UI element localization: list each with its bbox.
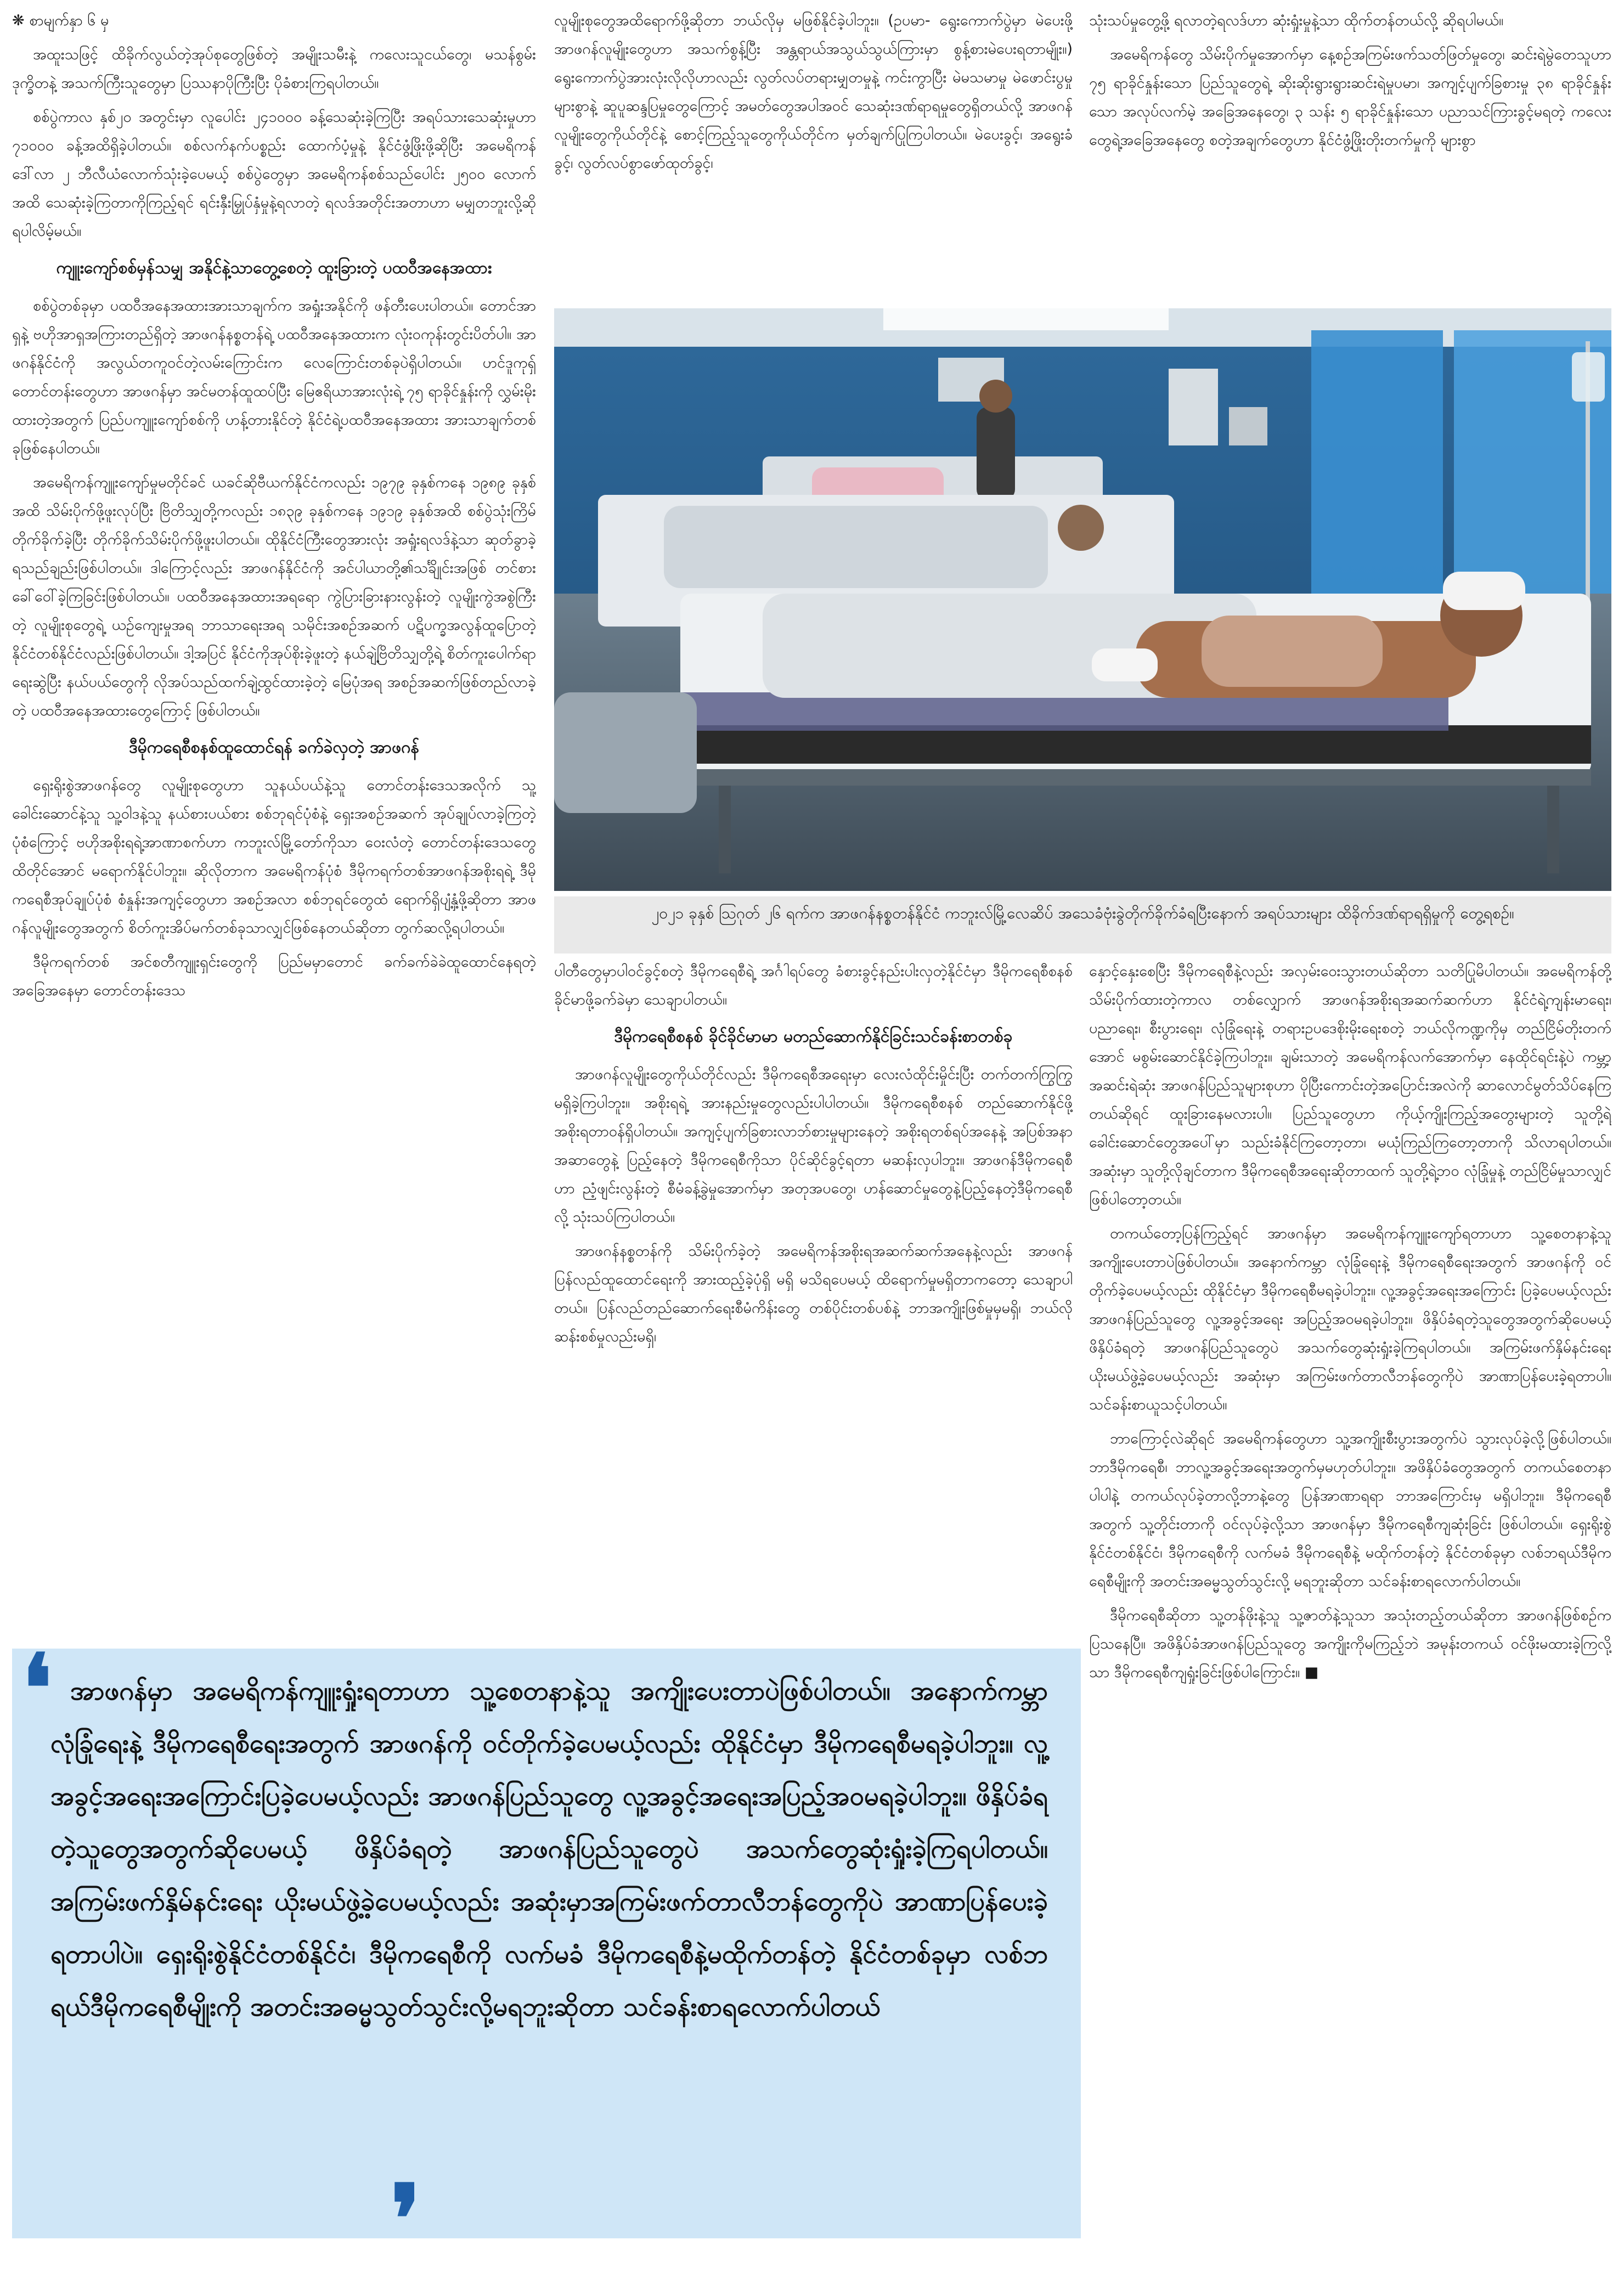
body-paragraph: ဒီမိုကရက်တစ် အင်စတီကျူးရှင်းတွေကို ပြည်မမှာတောင် ခက်ခက်ခဲခဲထူထောင်နေရတဲ့အခြေအနေမှာ တောင်တန်းဒေသ [12,953,536,999]
body-paragraph: တကယ်တော့ပြန်ကြည့်ရင် အာဖဂန်မှာ အမေရိကန်ကျူးကျော်ရတာဟာ သူ့စေတနာနဲ့သူ အကျိုးပေးတာပဲဖြစ်ပါတယ်။ အနောက်ကမ္ဘာ လုံခြုံရေးနဲ့ ဒီမိုကရေစီရေးအတွက် အာဖဂန်ကို ဝင်တိုက်ခဲ့ပေမယ့်လည်း ထိုနိုင်ငံမှာ ဒီမိုကရေစီမရခဲ့ပါဘူး။ လူ့အခွင့်အရေးအကြောင်း ပြခဲ့ပေမယ့်လည်း အာဖဂန်ပြည်သူတွေ လူ့အခွင့်အရေး အပြည့်အဝမရခဲ့ပါဘူး။ ဖိနှိပ်ခံရတဲ့သူတွေအတွက်ဆိုပေမယ့် ဖိနှိပ်ခံရတဲ့ အာဖဂန်ပြည်သူတွေပဲ အသက်တွေဆုံးရှုံးခဲ့ကြရပါတယ်။ အကြမ်းဖက်နှိမ်နင်းရေး ယိုးမယ်ဖွဲ့ခဲ့ပေမယ့်လည်း အဆုံးမှာ အကြမ်းဖက်တာလီဘန်တွေကိုပဲ အာဏာပြန်ပေးခဲ့ရတာပါ။ သင်ခန်းစာယူသင့်ပါတယ်။ [1089,1225,1611,1413]
news-photo-hospital-ward [554,308,1611,891]
body-paragraph: လူမျိုးစုတွေအထိရောက်ဖို့ဆိုတာ ဘယ်လိုမှ မဖြစ်နိုင်ခဲ့ပါဘူး။ (ဥပမာ- ရွေးကောက်ပွဲမှာ မဲပေးဖို့ အာဖဂန်လူမျိုးတွေဟာ အသက်စွန့်ပြီး အန္တရာယ်အသွယ်သွယ်ကြားမှာ စွန့်စားမဲပေးရတာမျိုး။) ရွေးကောက်ပွဲအားလုံးလိုလိုဟာလည်း လွတ်လပ်တရားမျှတမှုနဲ့ ကင်းကွာပြီး မဲမသမာမှု မဲဖောင်းပွမှုများစွာနဲ့ ဆူပူဆန္ဒပြမှုတွေကြောင့် အမတ်တွေအပါအဝင် သေဆုံးဒဏ်ရာရမှုတွေရှိတယ်လို့ အာဖဂန်လူမျိုးတွေကိုယ်တိုင်နဲ့ စောင့်ကြည့်သူတွေကိုယ်တိုင်က မှတ်ချက်ပြုကြပါတယ်။ မဲပေးခွင့်၊ အရွေးခံခွင့်၊ လွတ်လပ်စွာဖော်ထုတ်ခွင့်၊ [554,12,1073,172]
body-paragraph: ဒီမိုကရေစီဆိုတာ သူ့တန်ဖိုးနဲ့သူ သူ့ဇာတ်နဲ့သူသာ အသုံးတည့်တယ်ဆိုတာ အာဖဂန်ဖြစ်စဉ်က ပြသနေပြီ။ အဖိနှိပ်ခံအာဖဂန်ပြည်သူတွေ အကျိုးကိုမကြည့်ဘဲ အမုန်းတကယ် ဝင်ဖိုးမထားခဲ့ကြလို့သာ ဒီမိုကရေစီကျရှုံးခြင်းဖြစ်ပါကြောင်း။ ■ [1089,1607,1611,1681]
body-paragraph: အာဖဂန်လူမျိုးတွေကိုယ်တိုင်လည်း ဒီမိုကရေစီအရေးမှာ လေးလံထိုင်းမှိုင်းပြီး တက်တက်ကြွကြွ မရှိခဲ့ကြပါဘူး။ အစိုးရရဲ့ အားနည်းမှုတွေလည်းပါပါတယ်။ ဒီမိုကရေစီစနစ် တည်ဆောက်နိုင်ဖို့ အစိုးရတာဝန်ရှိပါတယ်။ အကျင့်ပျက်ခြစားလာဘ်စားမှုများနေတဲ့ အစိုးရတစ်ရပ်အနေနဲ့ အပြစ်အနာအဆာတွေနဲ့ ပြည့်နေတဲ့ ဒီမိုကရေစီကိုသာ ပိုင်ဆိုင်ခွင့်ရတာ မဆန်းလှပါဘူး။ အာဖဂန်ဒီမိုကရေစီဟာ ညံ့ဖျင်းလွန်းတဲ့ စီမံခန့်ခွဲမှုအောက်မှာ အတုအပတွေ၊ ဟန်ဆောင်မှုတွေနဲ့ပြည့်နေတဲ့ဒီမိုကရေစီလို့ သုံးသပ်ကြပါတယ်။ [554,1066,1073,1226]
article-column-3-top [1089,7,1611,303]
subheading: ဒီမိုကရေစီစနစ် ခိုင်ခိုင်မာမာ မတည်ဆောက်နိုင်ခြင်းသင်ခန်းစာတစ်ခု [614,1027,1013,1046]
body-paragraph: အာဖဂန်နစ္စတန်ကို သိမ်းပိုက်ခဲ့တဲ့ အမေရိကန်အစိုးရအဆက်ဆက်အနေနဲ့လည်း အာဖဂန်ပြန်လည်ထူထောင်ရေးကို အားထည့်ခဲ့ပုံရှိ မရှိ မသိရပေမယ့် ထိရောက်မှုမရှိတာကတော့ သေချာပါတယ်။ ပြန်လည်တည်ဆောက်ရေးစီမံကိန်းတွေ တစ်ပိုင်းတစ်ပစ်နဲ့ ဘာအကျိုးဖြစ်မှုမှမရှိ၊ ဘယ်လိုဆန်းစစ်မှုလည်းမရှိ၊ [554,1243,1073,1345]
body-paragraph: အမေရိကန်တွေ သိမ်းပိုက်မှုအောက်မှာ နေ့စဉ်အကြမ်းဖက်သတ်ဖြတ်မှုတွေ၊ ဆင်းရဲမွဲတေသူဟာ ၇၅ ရာခိုင်နှုန်းသော ပြည်သူတွေရဲ့ ဆိုးဆိုးရွားရွားဆင်းရဲမှုပမာ၊ အကျင့်ပျက်ခြစားမှု ၃၈ ရာခိုင်နှုန်းသော အလုပ်လက်မဲ့ အခြေအနေတွေ၊ ၃ သန်း ၅ ရာခိုင်နှုန်းသော ပညာသင်ကြားခွင့်မရတဲ့ ကလေးတွေရဲ့အခြေအနေတွေ စတဲ့အချက်တွေဟာ နိုင်ငံဖွံ့ဖြိုးတိုးတက်မှုကို များစွာ [1089,46,1611,149]
article-column-2-top [554,7,1073,303]
article-column-3-bottom [1089,957,1611,2236]
close-quote-icon: ❜ [391,2164,421,2274]
body-paragraph: ပါတီတွေမှာပါဝင်ခွင့်စတဲ့ ဒီမိုကရေစီရဲ့ အင်္ဂါရပ်တွေ ခံစားခွင့်နည်းပါးလှတဲ့နိုင်ငံမှာ ဒီမိုကရေစီစနစ်ခိုင်မာဖို့ခက်ခဲမှာ သေချာပါတယ်။ [554,963,1073,1008]
body-paragraph: နှောင့်နှေးစေပြီး ဒီမိုကရေစီနဲ့လည်း အလှမ်းဝေးသွားတယ်ဆိုတာ သတိပြုမိပါတယ်။ အမေရိကန်တို့ သိမ်းပိုက်ထားတဲ့ကာလ တစ်လျှောက် အာဖဂန်အစိုးရအဆက်ဆက်ဟာ နိုင်ငံရဲ့ကျန်းမာရေး၊ ပညာရေး၊ စီးပွားရေး၊ လုံခြုံရေးနဲ့ တရားဥပဒေစိုးမိုးရေးစတဲ့ ဘယ်လိုကဏ္ဍကိုမှ တည်ငြိမ်တိုးတက်အောင် မစွမ်းဆောင်နိုင်ခဲ့ကြပါဘူး။ ချမ်းသာတဲ့ အမေရိကန်လက်အောက်မှာ နေထိုင်ရင်းနဲ့ပဲ ကမ္ဘာ့အဆင်းရဲဆုံး အာဖဂန်ပြည်သူများစုဟာ ပိုပြီးကောင်းတဲ့အပြောင်းအလဲကို ဆာလောင်မွတ်သိပ်နေကြတယ်ဆိုရင် ထူးခြားနေမလားပါ။ ပြည်သူတွေဟာ ကိုယ့်ကျိုးကြည့်အတွေးများတဲ့ သူတို့ရဲ့ ခေါင်းဆောင်တွေအပေါ်မှာ သည်းခံနိုင်ကြတော့တာ၊ မယုံကြည်ကြတော့တာကို သိလာရပါတယ်။ အဆုံးမှာ သူတို့လိုချင်တာက ဒီမိုကရေစီအရေးဆိုတာထက် သူတို့ရဲ့ဘဝ လုံခြုံမှုနဲ့ တည်ငြိမ်မှုသာလျှင် ဖြစ်ပါတော့တယ်။ [1089,963,1611,1208]
photo-caption: ၂၀၂၁ ခုနှစ် ဩဂုတ် ၂၆ ရက်က အာဖဂန်နစ္စတန်နိုင်ငံ ကဘူးလ်မြို့လေဆိပ် အသေခံဗုံးခွဲတိုက်ခိုက်ခံရပြီးနောက် အရပ်သားများ ထိခိုက်ဒဏ်ရာရရှိမှုကို တွေ့ရစဉ်။ [554,896,1611,953]
body-paragraph: စစ်ပွဲကာလ နှစ်၂၀ အတွင်းမှာ လူပေါင်း ၂၄၁၀၀၀ ခန့်သေဆုံးခဲ့ကြပြီး အရပ်သားသေဆုံးမှုဟာ ၇၁၀၀၀ ခန့်အထိရှိခဲ့ပါတယ်။ စစ်လက်နက်ပစ္စည်း ထောက်ပံ့မှုနဲ့ နိုင်ငံဖွံ့ဖြိုးဖို့ဆိုပြီး အမေရိကန်ဒေါ်လာ ၂ ဘီလီယံလောက်သုံးခဲ့ပေမယ့် စစ်ပွဲတွေမှာ အမေရိကန်စစ်သည်ပေါင်း ၂၅၀၀ လောက်အထိ သေဆုံးခဲ့ကြတာကိုကြည့်ရင် ရင်းနှီးမြှုပ်နှံမှုနဲ့ရလာတဲ့ ရလဒ်အတိုင်းအတာဟာ မမျှတဘူးလို့ဆိုရပါလိမ့်မယ်။ [12,109,536,240]
article-column-1 [12,7,536,1630]
body-paragraph: သုံးသပ်မှုတွေ့ဖို့ ရလာတဲ့ရလဒ်ဟာ ဆုံးရှုံးမှုနဲ့သာ ထိုက်တန်တယ်လို့ ဆိုရပါမယ်။ [1089,12,1504,29]
body-paragraph: စစ်ပွဲတစ်ခုမှာ ပထဝီအနေအထားအားသာချက်က အရှုံးအနိုင်ကို ဖန်တီးပေးပါတယ်။ တောင်အာရှနဲ့ ဗဟိုအာရှအကြားတည်ရှိတဲ့ အာဖဂန်နစ္စတန်ရဲ့ ပထဝီအနေအထားက လုံးဝကုန်းတွင်းပိတ်ပါ။ အာဖဂန်နိုင်ငံကို အလွယ်တကူဝင်တဲ့လမ်းကြောင်းက လေကြောင်းတစ်ခုပဲရှိပါတယ်။ ဟင်ဒူကုရှ်တောင်တန်းတွေဟာ အာဖဂန်မှာ အင်မတန်ထူထပ်ပြီး မြေဧရိယာအားလုံးရဲ့ ၇၅ ရာခိုင်နှုန်းကို လွှမ်းမိုးထားတဲ့အတွက် ပြည်ပကျူးကျော်စစ်ကို ဟန့်တားနိုင်တဲ့ နိုင်ငံရဲ့ပထဝီအနေအထား အားသာချက်တစ်ခုဖြစ်နေပါတယ်။ [12,297,536,457]
pull-quote-text: အာဖဂန်မှာ အမေရိကန်ကျူးရှုံးရတာဟာ သူ့စေတနာနဲ့သူ အကျိုးပေးတာပဲဖြစ်ပါတယ်။ အနောက်ကမ္ဘာ လုံခြုံရေးနဲ့ ဒီမိုကရေစီရေးအတွက် အာဖဂန်ကို ဝင်တိုက်ခဲ့ပေမယ့်လည်း ထိုနိုင်ငံမှာ ဒီမိုကရေစီမရခဲ့ပါဘူး။ လူ့အခွင့်အရေးအကြောင်းပြခဲ့ပေမယ့်လည်း အာဖဂန်ပြည်သူတွေ လူ့အခွင့်အရေးအပြည့်အဝမရခဲ့ပါဘူး။ ဖိနှိပ်ခံရတဲ့သူတွေအတွက်ဆိုပေမယ့် ဖိနှိပ်ခံရတဲ့ အာဖဂန်ပြည်သူတွေပဲ အသက်တွေဆုံးရှုံးခဲ့ကြရပါတယ်။ အကြမ်းဖက်နှိမ်နင်းရေး ယိုးမယ်ဖွဲ့ခဲ့ပေမယ့်လည်း အဆုံးမှာအကြမ်းဖက်တာလီဘန်တွေကိုပဲ အာဏာပြန်ပေးခဲ့ရတာပါပဲ။ ရှေးရိုးစွဲနိုင်ငံတစ်နိုင်ငံ၊ ဒီမိုကရေစီကို လက်မခံ ဒီမိုကရေစီနဲ့မထိုက်တန်တဲ့ နိုင်ငံတစ်ခုမှာ လစ်ဘရယ်ဒီမိုကရေစီမျိုးကို အတင်းအဓမ္မသွတ်သွင်းလို့မရဘူးဆိုတာ သင်ခန်းစာရလောက်ပါတယ် [50,1676,1048,2022]
body-paragraph: ဘာကြောင့်လဲဆိုရင် အမေရိကန်တွေဟာ သူ့အကျိုးစီးပွားအတွက်ပဲ သွားလုပ်ခဲ့လို့ဖြစ်ပါတယ်။ ဘာဒီမိုကရေစီ၊ ဘာလူ့အခွင့်အရေးအတွက်မှမဟုတ်ပါဘူး။ အဖိနှိပ်ခံတွေအတွက် တကယ်စေတနာပါပါနဲ့ တကယ်လုပ်ခဲ့တာလို့ဘာနဲ့တွေ ပြန်အာဏာရရာ ဘာအကြောင်းမှ မရှိပါဘူး။ ဒီမိုကရေစီအတွက် သူ့တိုင်းတာကို ဝင်လုပ်ခဲ့လို့သာ အာဖဂန်မှာ ဒီမိုကရေစီကျဆုံးခြင်း ဖြစ်ပါတယ်။ ရှေးရိုးစွဲနိုင်ငံတစ်နိုင်ငံ၊ ဒီမိုကရေစီကို လက်မခံ ဒီမိုကရေစီနဲ့ မထိုက်တန်တဲ့ နိုင်ငံတစ်ခုမှာ လစ်ဘရယ်ဒီမိုကရေစီမျိုးကို အတင်းအဓမ္မသွတ်သွင်းလို့ မရဘူးဆိုတာ သင်ခန်းစာရလောက်ပါတယ်။ [1089,1430,1611,1590]
pull-quote-box [12,1634,1081,2274]
article-column-2-bottom [554,957,1073,1638]
open-quote-icon: ❛ [22,1634,52,1743]
body-paragraph: အထူးသဖြင့် ထိခိုက်လွယ်တဲ့အုပ်စုတွေဖြစ်တဲ့ အမျိုးသမီးနဲ့ ကလေးသူငယ်တွေ၊ မသန်စွမ်းဒုက္ခိတနဲ့ အသက်ကြီးသူတွေမှာ ပြဿနာပိုကြီးပြီး ပိုခံစားကြရပါတယ်။ [12,46,536,92]
body-paragraph: အမေရိကန်ကျူးကျော်မှုမတိုင်ခင် ယခင်ဆိုဗီယက်နိုင်ငံကလည်း ၁၉၇၉ ခုနှစ်ကနေ ၁၉၈၉ ခုနှစ်အထိ သိမ်းပိုက်ဖို့ဖူးလုပ်ပြီး ဗြိတိသျှတို့ကလည်း ၁၈၃၉ ခုနှစ်ကနေ ၁၉၁၉ ခုနှစ်အထိ စစ်ပွဲသုံးကြိမ်တိုက်ခိုက်ခဲ့ပြီး တိုက်ခိုက်သိမ်းပိုက်ဖို့ဖူးပါတယ်။ ထိုနိုင်ငံကြီးတွေအားလုံး အရှုံးရလဒ်နဲ့သာ ဆုတ်ခွာခဲ့ရသည်ချည်းဖြစ်ပါတယ်။ ဒါကြောင့်လည်း အာဖဂန်နိုင်ငံကို အင်ပါယာတို့၏သင်္ချိုင်းအဖြစ် တင်စားခေါ်ဝေါ်ခဲ့ကြခြင်းဖြစ်ပါတယ်။ ပထဝီအနေအထားအရရော ကွဲပြားခြားနားလွန်းတဲ့ လူမျိုးကွဲအစွဲကြီးတဲ့ လူမျိုးစုတွေရဲ့ ယဉ်ကျေးမှုအရ ဘာသာရေးအရ သမိုင်းအစဉ်အဆက် ပဋိပက္ခအလွန်ထူပြောတဲ့ နိုင်ငံတစ်နိုင်ငံလည်းဖြစ်ပါတယ်။ ဒါ့အပြင် နိုင်ငံကိုအုပ်စိုးခဲ့ဖူးတဲ့ နယ်ချဲ့ဗြိတိသျှတို့ရဲ့ စိတ်ကူးပေါက်ရာရေးဆွဲပြီး နယ်ပယ်တွေကို လိုအပ်သည်ထက်ချဲ့ထွင်ထားခဲ့တဲ့ မြေပုံအရ အစဉ်အဆက်ဖြစ်တည်လာခဲ့တဲ့ ပထဝီအနေအထားတွေကြောင့် ဖြစ်ပါတယ်။ [12,474,536,719]
subheading: ကျူးကျော်စစ်မှန်သမျှ အနိုင်နဲ့သာတွေ့စေတဲ့ ထူးခြားတဲ့ ပထဝီအနေအထား [56,258,492,278]
subheading: ဒီမိုကရေစီစနစ်ထူထောင်ရန် ခက်ခဲလှတဲ့ အာဖဂန် [129,738,419,757]
body-paragraph: ရှေးရိုးစွဲအာဖဂန်တွေ လူမျိုးစုတွေဟာ သူနယ်ပယ်နဲ့သူ တောင်တန်းဒေသအလိုက် သူ့ခေါင်းဆောင်နဲ့သူ သူ့ဝါဒနဲ့သူ နယ်စားပယ်စား စစ်ဘုရင်ပုံစံနဲ့ ရှေးအစဉ်အဆက် အုပ်ချုပ်လာခဲ့ကြတဲ့ပုံစံကြောင့် ဗဟိုအစိုးရရဲ့အာဏာစက်ဟာ ကဘူးလ်မြို့တော်ကိုသာ ဝေးလံတဲ့ တောင်တန်းဒေသတွေထိတိုင်အောင် မရောက်နိုင်ပါဘူး။ ဆိုလိုတာက အမေရိကန်ပုံစံ ဒီမိုကရက်တစ်အာဖဂန်အစိုးရရဲ့ ဒီမိုကရေစီအုပ်ချုပ်ပုံစံ စံနှုန်းအကျင့်တွေဟာ အစဉ်အလာ စစ်ဘုရင်တွေထံ ရောက်ရှိပျံ့နှံ့ဖို့ဆိုတာ အာဖဂန်လူမျိုးတွေအတွက် စိတ်ကူးအိပ်မက်တစ်ခုသာလျှင်ဖြစ်နေတယ်ဆိုတာ တွက်ဆလို့ရပါတယ်။ [12,777,536,936]
continued-from-marker: ❋ စာမျက်နှာ ၆ မှ [12,12,109,29]
